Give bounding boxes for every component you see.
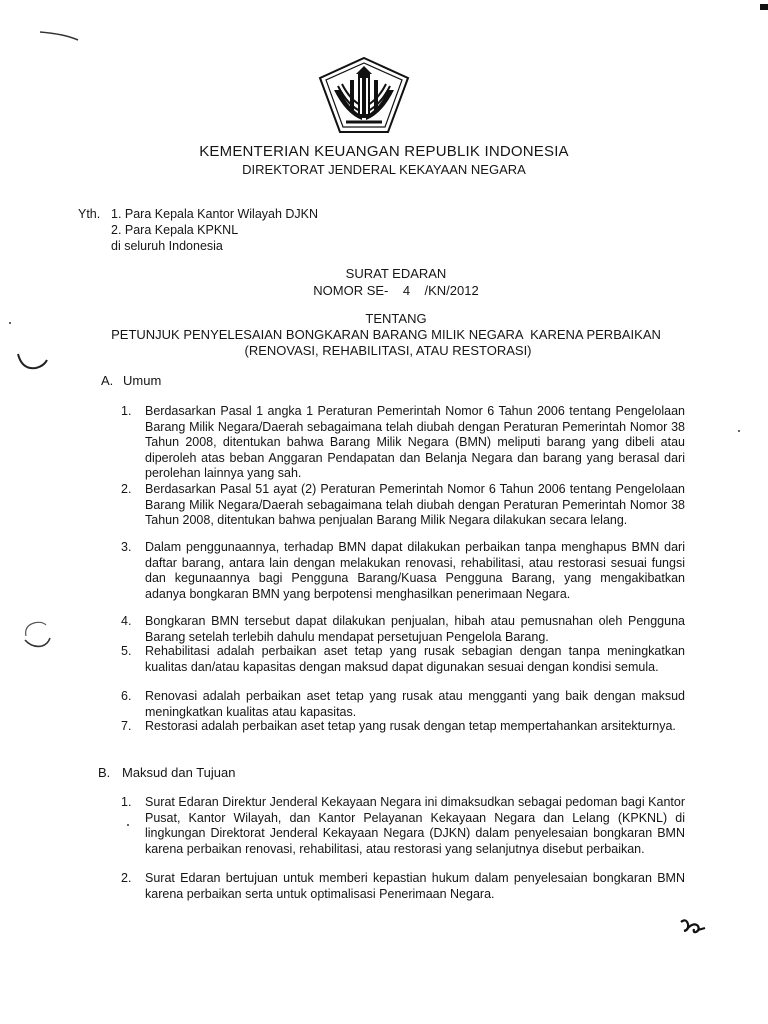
list-item-number: 2. [121, 482, 132, 496]
section-title: Umum [123, 373, 162, 388]
list-item-text: Renovasi adalah perbaikan aset tetap yang rusak atau mengganti yang baik dengan maksud meningkatkan kualitas atau kapasitas. [145, 689, 685, 719]
addressee-line: 2. Para Kepala KPKNL [111, 223, 239, 237]
list-item-text: Berdasarkan Pasal 51 ayat (2) Peraturan Pemerintah Nomor 6 Tahun 2006 tentang Pengelolaan Barang Milik Negara/Daerah sebagaimana telah diubah dengan Peraturan Pemerintah Nomor 38 Tahun 2008, ditentukan bahwa penjualan Barang Milik Negara dilakukan secara lelang. [145, 482, 685, 528]
list-item-text: Rehabilitasi adalah perbaikan aset tetap yang rusak sebagian dengan tanpa meningkatkan kualitas dan/atau kapasitas dengan maksud dapat digunakan sesuai dengan kondisi semula. [145, 644, 685, 674]
section-letter: B. [98, 765, 111, 780]
letter-title: PETUNJUK PENYELESAIAN BONGKARAN BARANG MILIK NEGARA KARENA PERBAIKAN [111, 327, 661, 342]
list-item-number: 7. [121, 719, 132, 733]
addressee-line: 1. Para Kepala Kantor Wilayah DJKN [111, 207, 319, 221]
scan-smudge-mark [38, 28, 80, 42]
ministry-name: KEMENTERIAN KEUANGAN REPUBLIK INDONESIA [199, 143, 569, 160]
addressee-prefix: Yth. [78, 207, 101, 221]
letter-number: NOMOR SE- 4 /KN/2012 [313, 283, 479, 298]
list-item-text: Bongkaran BMN tersebut dapat dilakukan penjualan, hibah atau pemusnahan oleh Pengguna Barang setelah terlebih dahulu mendapat persetujuan Pengelola Barang. [145, 614, 685, 644]
list-item-number: 3. [121, 540, 132, 554]
punch-hole-mark [20, 618, 54, 652]
directorate-name: DIREKTORAT JENDERAL KEKAYAAN NEGARA [242, 162, 526, 177]
ministry-emblem-logo [316, 56, 412, 136]
list-item-text: Dalam penggunaannya, terhadap BMN dapat dilakukan perbaikan tanpa menghapus BMN dari daftar barang, antara lain dengan melakukan renovasi, rehabilitasi, atau restorasi sesuai fungsi dan kegunaannya bagi Pengguna Barang/Kuasa Pengguna Barang, yang mengakibatkan adanya bongkaran BMN yang berpotensi menghasilkan penerimaan Negara. [145, 540, 685, 601]
section-letter: A. [101, 373, 114, 388]
list-item-number: 1. [121, 795, 132, 809]
list-item-number: 5. [121, 644, 132, 658]
letter-type: SURAT EDARAN [345, 266, 447, 281]
list-item-number: 2. [121, 871, 132, 885]
list-item-text: Berdasarkan Pasal 1 angka 1 Peraturan Pemerintah Nomor 6 Tahun 2006 tentang Pengelolaan Barang Milik Negara/Daerah sebagaimana telah diubah dengan Peraturan Pemerintah Nomor 38 Tahun 2008, ditentukan bahwa Barang Milik Negara (BMN) meliputi barang yang dibeli atau diperoleh atas beban Anggaran Pendapatan dan Belanja Negara dan barang yang berasal dari perolehan lainnya yang sah. [145, 404, 685, 481]
list-item-number: 4. [121, 614, 132, 628]
list-item-text: Surat Edaran bertujuan untuk memberi kepastian hukum dalam penyelesaian bongkaran BMN karena perbaikan serta untuk optimalisasi Penerimaan Negara. [145, 871, 685, 901]
scan-edge-mark [760, 4, 768, 10]
list-item-number: 6. [121, 689, 132, 703]
list-item-text: Restorasi adalah perbaikan aset tetap yang rusak dengan tetap mempertahankan arsitekturnya. [145, 719, 676, 733]
list-item-text: Surat Edaran Direktur Jenderal Kekayaan Negara ini dimaksudkan sebagai pedoman bagi Kantor Pusat, Kantor Wilayah, dan Kantor Pelayanan Kekayaan Negara dan Lelang (KPKNL) di lingkungan Direktorat Jenderal Kekayaan Negara (DJKN) dalam penyelesaian bongkaran BMN karena perbaikan renovasi, rehabilitasi, atau restorasi yang selanjutnya disebut perbaikan. [145, 795, 685, 856]
addressee-line: di seluruh Indonesia [111, 239, 223, 253]
list-item-number: 1. [121, 404, 132, 418]
letter-title: (RENOVASI, REHABILITASI, ATAU RESTORASI) [244, 343, 532, 358]
letter-about-label: TENTANG [365, 311, 427, 326]
scan-speck [127, 824, 129, 826]
scan-speck [9, 322, 11, 324]
section-title: Maksud dan Tujuan [122, 765, 236, 780]
scan-speck [738, 430, 740, 432]
handwritten-initial-mark [678, 916, 708, 938]
